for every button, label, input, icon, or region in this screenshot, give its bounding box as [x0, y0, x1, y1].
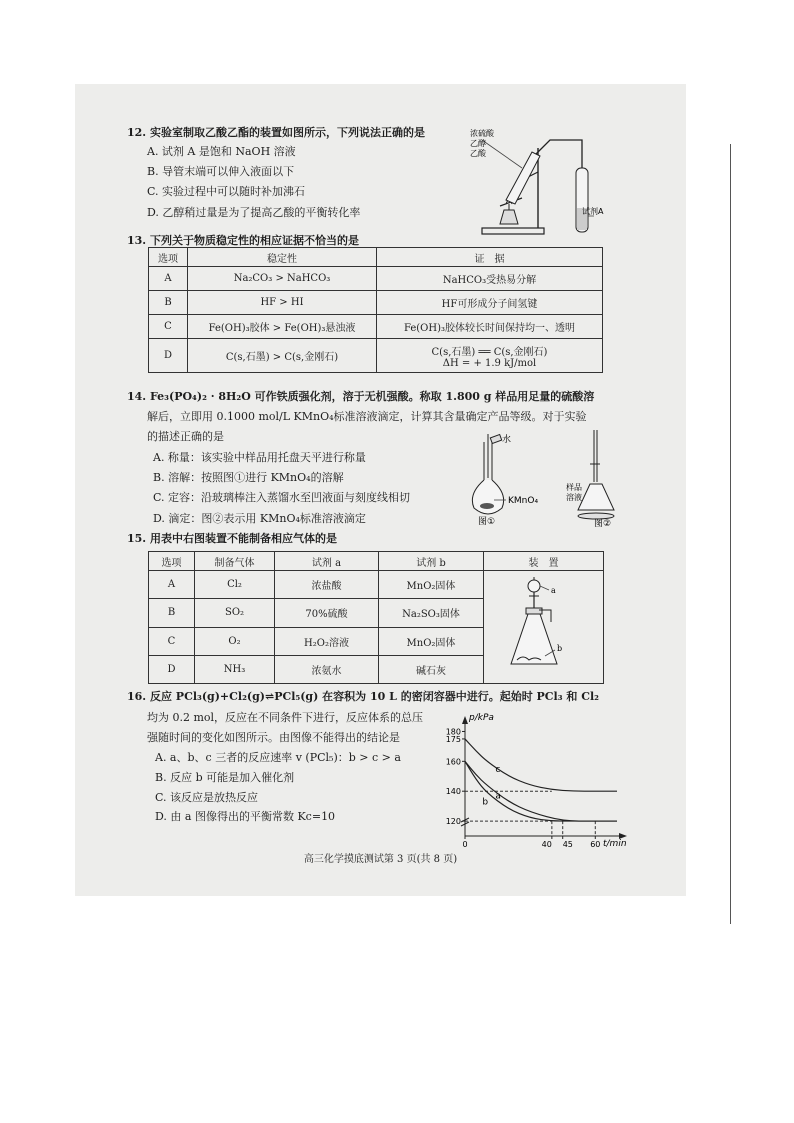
q15-header-apparatus: 装 置: [484, 552, 604, 571]
q16-pressure-chart: [435, 708, 635, 848]
x-tick-label-60: 60: [590, 840, 601, 849]
q15-table: [148, 551, 604, 684]
series-label-a: a: [495, 791, 501, 802]
label-water: 水: [502, 435, 512, 445]
page-crease: [730, 144, 731, 924]
stand-base: [482, 228, 544, 234]
q13-row-a-option: A: [149, 267, 188, 291]
conical-flask: [511, 614, 557, 664]
q16-option-d: D. 由 a 图像得出的平衡常数 Kc=10: [155, 810, 336, 823]
q15-row-c-reagent-a: H₂O₂溶液: [275, 627, 379, 655]
q15-row-c-option: C: [149, 627, 195, 655]
q13-row-d-evidence-enthalpy: ΔH = + 1.9 kJ/mol: [442, 357, 537, 369]
q13-row-a-evidence: NaHCO₃受热易分解: [377, 267, 603, 291]
caption-fig1: 图①: [478, 517, 496, 527]
q15-row-d-option: D: [149, 655, 195, 683]
label-reagent-b: b: [556, 643, 562, 653]
q14-stem-line3: 的描述正确的是: [147, 430, 224, 443]
label-acetic-acid: 乙酸: [470, 149, 486, 158]
q12-option-a: A. 试剂 A 是饱和 NaOH 溶液: [147, 145, 296, 158]
q15-row-c-gas: O₂: [195, 627, 275, 655]
q14-option-c: C. 定容：沿玻璃棒注入蒸馏水至凹液面与刻度线相切: [153, 491, 411, 504]
q12-option-b: B. 导管末端可以伸入液面以下: [147, 165, 295, 178]
q13-row-c-option: C: [149, 315, 188, 339]
q15-row-b-reagent-a: 70%硫酸: [275, 599, 379, 627]
q15-stem: 15. 用表中右图装置不能制备相应气体的是: [127, 532, 337, 545]
q15-row-a-reagent-b: MnO₂固体: [379, 571, 484, 599]
table-row: [149, 291, 603, 315]
q13-stem: 13. 下列关于物质稳定性的相应证据不恰当的是: [127, 234, 359, 247]
q13-header-stability: 稳定性: [188, 248, 377, 267]
q13-row-a-stability: Na₂CO₃ > NaHCO₃: [188, 267, 377, 291]
q16-option-c: C. 该反应是放热反应: [155, 791, 259, 804]
q12-stem: 12. 实验室制取乙酸乙酯的装置如图所示，下列说法正确的是: [127, 126, 425, 139]
table-row: [149, 267, 603, 291]
q12-apparatus-figure: [470, 128, 604, 240]
x-tick-label-0: 0: [462, 840, 468, 849]
alcohol-lamp: [500, 210, 518, 224]
q13-row-b-option: B: [149, 291, 188, 315]
q15-header-reagent-a: 试剂 a: [275, 552, 379, 571]
q14-option-d: D. 滴定：图②表示用 KMnO₄标准溶液滴定: [153, 512, 366, 525]
q15-row-b-reagent-b: Na₂SO₃固体: [379, 599, 484, 627]
y-tick-label-175: 175: [445, 734, 461, 744]
exam-page: [75, 84, 686, 896]
q14-figures: [468, 430, 636, 528]
chart-ylabel: p/kPa: [469, 713, 494, 723]
series-label-c: c: [495, 764, 501, 775]
q13-header-option: 选项: [149, 248, 188, 267]
y-tick-label-180: 180: [445, 727, 461, 737]
delivery-tube: [536, 140, 582, 168]
q15-row-b-gas: SO₂: [195, 599, 275, 627]
y-tick-label-120: 120: [445, 817, 461, 827]
funnel-bulb: [528, 580, 540, 592]
rubber-stopper: [526, 608, 542, 614]
q16-option-a: A. a、b、c 三者的反应速率 v (PCl₅)：b > c > a: [155, 751, 401, 764]
q15-row-c-reagent-b: MnO₂固体: [379, 627, 484, 655]
series-label-b: b: [482, 797, 489, 808]
q16-stem-line1: 16. 反应 PCl₃(g)+Cl₂(g)⇌PCl₅(g) 在容积为 10 L 的密闭容器中进行。起始时 PCl₃ 和 Cl₂: [127, 690, 599, 703]
label-kmno4: KMnO₄: [508, 496, 539, 506]
y-tick-label-160: 160: [445, 757, 461, 767]
q13-table: [148, 247, 603, 373]
q15-row-b-option: B: [149, 599, 195, 627]
table-row: [149, 571, 604, 599]
label-solution: 溶液: [566, 493, 582, 502]
q15-header-reagent-b: 试剂 b: [379, 552, 484, 571]
q15-row-d-gas: NH₃: [195, 655, 275, 683]
q15-header-option: 选项: [149, 552, 195, 571]
q13-row-d-evidence-equation: C(s,石墨) ══ C(s,金刚石): [431, 346, 548, 358]
label-sample: 样品: [566, 483, 582, 492]
q14-stem-line1: 14. Fe₃(PO₄)₂ · 8H₂O 可作铁质强化剂，溶于无机强酸。称取 1.800 g 样品用足量的硫酸溶: [127, 390, 595, 403]
q15-header-gas: 制备气体: [195, 552, 275, 571]
label-reagent-a: 试剂A: [582, 207, 604, 216]
q16-stem-line2: 均为 0.2 mol，反应在不同条件下进行，反应体系的总压: [147, 711, 424, 724]
q13-row-c-stability: Fe(OH)₃胶体 > Fe(OH)₃悬浊液: [188, 315, 377, 339]
q14-option-a: A. 称量：该实验中样品用托盘天平进行称量: [153, 451, 366, 464]
q15-row-a-reagent-a: 浓盐酸: [275, 571, 379, 599]
x-tick-label-45: 45: [562, 840, 573, 849]
q12-option-c: C. 实验过程中可以随时补加沸石: [147, 185, 306, 198]
q14-stem-line2: 解后，立即用 0.1000 mol/L KMnO₄标准溶液滴定，计算其含量确定产品等级。对于实验: [147, 410, 587, 423]
table-row: [149, 339, 603, 373]
chart-marks: [446, 727, 617, 849]
table-row: [149, 315, 603, 339]
q15-row-d-reagent-b: 碱石灰: [379, 655, 484, 683]
q15-apparatus-figure: [489, 572, 599, 680]
label-reagent-a: a: [550, 585, 556, 595]
q13-row-c-evidence: Fe(OH)₃胶体较长时间保持均一、透明: [377, 315, 603, 339]
q15-apparatus-cell: [484, 571, 604, 684]
label-conc-sulfuric: 浓硫酸: [470, 129, 494, 138]
series-line-c: [465, 739, 617, 791]
q12-option-d: D. 乙醇稍过量是为了提高乙酸的平衡转化率: [147, 206, 361, 219]
leader-a: [540, 586, 549, 590]
q14-option-b: B. 溶解：按照图①进行 KMnO₄的溶解: [153, 471, 344, 484]
q16-stem-line3: 强随时间的变化如图所示。由图像不能得出的结论是: [147, 731, 400, 744]
q13-row-b-stability: HF > HI: [188, 291, 377, 315]
q16-option-b: B. 反应 b 可能是加入催化剂: [155, 771, 295, 784]
caption-fig2: 图②: [594, 519, 612, 529]
q13-row-d-evidence-cell: [377, 339, 603, 373]
chart-xlabel: t/min: [603, 839, 627, 849]
q13-row-d-stability: C(s,石墨) > C(s,金刚石): [188, 339, 377, 373]
q15-row-a-gas: Cl₂: [195, 571, 275, 599]
q13-header-evidence: 证 据: [377, 248, 603, 267]
leader-line: [482, 140, 522, 168]
q15-row-a-option: A: [149, 571, 195, 599]
q13-row-b-evidence: HF可形成分子间氢键: [377, 291, 603, 315]
solid-kmno4: [480, 503, 494, 509]
conical-flask: [578, 484, 614, 510]
x-tick-label-40: 40: [541, 840, 552, 849]
q15-header-row: [149, 552, 604, 571]
label-ethanol: 乙醇: [470, 139, 486, 148]
page-footer: 高三化学摸底测试第 3 页(共 8 页): [303, 854, 458, 865]
reaction-tube: [506, 152, 540, 204]
q15-row-d-reagent-a: 浓氨水: [275, 655, 379, 683]
y-axis-arrow: [462, 716, 468, 724]
q13-row-d-option: D: [149, 339, 188, 373]
y-tick-label-140: 140: [445, 787, 461, 797]
